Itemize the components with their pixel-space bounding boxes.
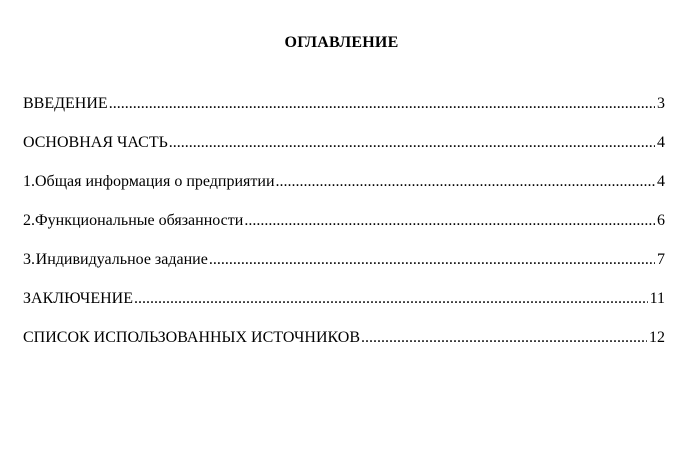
toc-entry-page: 4 (657, 134, 665, 151)
toc-entry-label: ОСНОВНАЯ ЧАСТЬ (23, 134, 168, 151)
toc-entry-number: 1. (23, 173, 35, 190)
toc-dot-leader (134, 290, 648, 308)
toc-entry-label: Функциональные обязанности (35, 212, 244, 229)
toc-entry-label: ЗАКЛЮЧЕНИЕ (23, 290, 133, 307)
toc-dot-leader (276, 173, 655, 191)
toc-dot-leader (209, 251, 655, 269)
toc-entry-page: 6 (657, 212, 665, 229)
toc-entry-page: 3 (657, 95, 665, 112)
toc-dot-leader (109, 95, 655, 113)
toc-entry-conclusion (23, 290, 665, 329)
toc-list (23, 95, 665, 368)
toc-entry-individual-task (23, 251, 665, 290)
toc-entry-number: 3. (23, 251, 35, 268)
toc-entry-duties (23, 212, 665, 251)
toc-entry-label: Общая информация о предприятии (35, 173, 275, 190)
toc-dot-leader (169, 134, 655, 152)
toc-entry-references (23, 329, 665, 368)
toc-entry-label: СПИСОК ИСПОЛЬЗОВАННЫХ ИСТОЧНИКОВ (23, 329, 361, 346)
toc-entry-introduction (23, 95, 665, 134)
toc-entry-general-info (23, 173, 665, 212)
toc-dot-leader (244, 212, 655, 230)
toc-entry-number: 2. (23, 212, 35, 229)
toc-dot-leader (361, 329, 647, 347)
toc-heading: ОГЛАВЛЕНИЕ (284, 34, 399, 51)
toc-entry-page: 4 (657, 173, 665, 190)
toc-entry-label: Индивидуальное задание (35, 251, 208, 268)
toc-entry-page: 11 (649, 290, 665, 307)
toc-entry-label: ВВЕДЕНИЕ (23, 95, 108, 112)
toc-entry-main-part (23, 134, 665, 173)
toc-entry-page: 7 (657, 251, 665, 268)
toc-entry-page: 12 (649, 329, 665, 346)
